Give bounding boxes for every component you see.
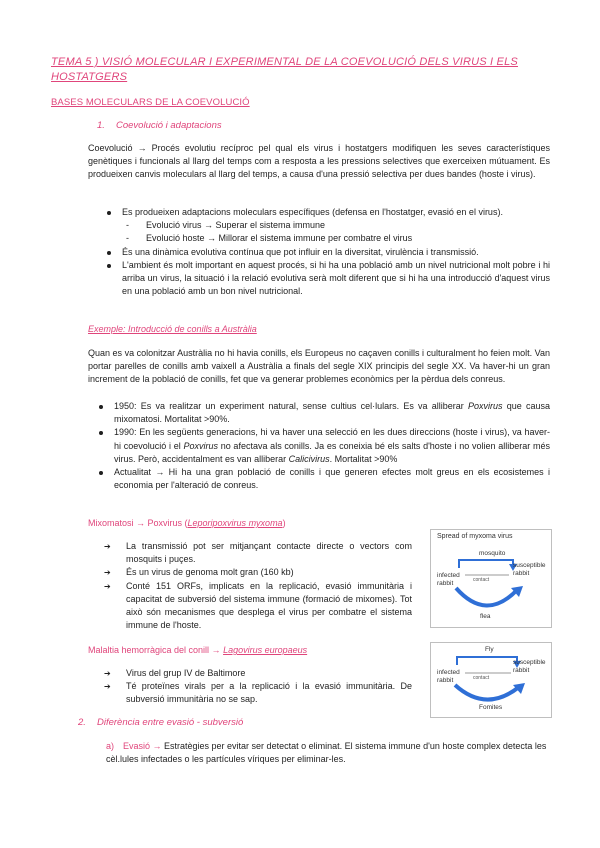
vector-label: flea [480, 613, 491, 620]
bullet-text: . Mortalitat >90% [329, 453, 398, 464]
document-title: TEMA 5 ) VISIÓ MOLECULAR I EXPERIMENTAL DE LA COEVOLUCIÓ DELS VIRUS I ELS HOSTATGERS [51, 56, 518, 83]
bullet-text: Es produeixen adaptacions moleculars específiques (defensa en l'hostatger, evasió en el virus). [122, 207, 503, 217]
bottom-arrow-path [455, 685, 519, 700]
rhd-heading [88, 644, 307, 657]
coevolution-definition: Coevolució → Procés evolutiu recíproc pel qual els virus i hostatgers modifiquen les seves característiques genètiques i funcionals al llarg del temps com a resposta a les pressions selectives que exerceixen mútuament. Es produeixen canvis moleculars al llarg del temps, a causa d'una pressió selectiva per dues bandes (hoste i virus). [88, 143, 550, 180]
myxoma-spread-diagram [430, 529, 552, 628]
item-letter: a) [106, 741, 115, 751]
bullet-text: 1990: En les següents generacions, hi va haver una selecció en les dues direccions (hoste i virus), va haver-hi coevolució i el [114, 427, 550, 451]
list-item: És una dinàmica evolutiva contínua que pot influir en la diversitat, virulència i transmissió. [104, 246, 550, 259]
list-item: Actualitat → Hi ha una gran població de conills i que generen efectes molt greus en els ecosistemes i economia per l'alteració de conreus. [96, 466, 550, 492]
list-item: L'ambient és molt important en aquest procés, si hi ha una població amb un nivel nutricional molt pobre i hi arriba un virus, la situació i la relació evolutiva serà molt diferent que si hi ha una introducció d'aquest virus en una població amb un bon nivel nutricional. [104, 259, 550, 299]
list-item: ➔ Virus del grup IV de Baltimore [104, 667, 412, 680]
section2-heading-text: Diferència entre evasió - subversió [97, 717, 244, 728]
example-bullets [96, 400, 550, 492]
list-item: ➔ Conté 151 ORFs, implicats en la replicació, evasió immunitària i capacitat de subversió del sistema immune (formació de mixomes). Tot això són mecanismes que desplega el virus per combatre el sistema immune de l'hoste. [104, 580, 412, 633]
vector-label: mosquito [479, 550, 506, 557]
virus-name: Poxvirus [468, 401, 503, 411]
heading-text: ) [282, 518, 286, 528]
sub-list-item: - Evolució hoste → Millorar el sistema immune per combatre el virus [122, 232, 550, 245]
susceptible-label: susceptible rabbit [513, 562, 546, 577]
myxomatosis-list [104, 540, 412, 632]
example-paragraph: Quan es va colonitzar Austràlia no hi havia conills, els Europeus no caçaven conills i culturalment ho feien molt. Van portar parelles de conills amb vaixell a Austràlia a finals del segle XIX principis del segle XX. Va haver-hi un gran increment de la població de conills, fet que va generar problemes econòmics per la pèrdua dels conreus. [88, 348, 550, 385]
section-title: BASES MOLECULARS DE LA COEVOLUCIÓ [51, 97, 250, 108]
heading-text: Malaltia hemorràgica del conill → [88, 645, 224, 655]
list-item [96, 426, 550, 466]
list-item: ➔ Té proteïnes virals per a la replicació i la evasió immunitària. De subversió immunitària no se sap. [104, 680, 412, 706]
section2-number: 2. [78, 717, 86, 728]
virus-name: Poxvirus [183, 440, 218, 451]
evasion-text: Estratègies per evitar ser detectat o eliminat. El sistema immune d'un hoste complex detecta les cèl.lules infectades o les partícules víriques per eliminar-les. [106, 741, 547, 765]
infected-label: infected rabbit [437, 572, 460, 587]
bottom-arrow-path [456, 588, 517, 606]
contact-label: contact [473, 675, 490, 681]
infected-label: infected rabbit [437, 669, 460, 684]
sub-list-item: - Evolució virus → Superar el sistema immune [122, 219, 550, 232]
list-item: ➔ És un virus de genoma molt gran (160 kb) [104, 566, 412, 579]
bullet-text: no afectava als conills. Ja es coneixia bé els salts d'hoste i no volien alliberar més virus. Però, accidentalment es van alliberar [114, 440, 550, 464]
top-arrow-path [459, 560, 513, 568]
virus-species: Leporipoxvirus myxoma [187, 518, 283, 528]
vector-label: Fly [485, 646, 494, 653]
section1-heading-text: Coevolució i adaptacions [116, 120, 222, 131]
list-item [96, 400, 550, 426]
section1-number: 1. [97, 120, 105, 131]
virus-species: Lagovirus europaeus [223, 645, 308, 655]
contact-label: contact [473, 577, 490, 583]
section2-heading [78, 717, 243, 728]
rhd-spread-diagram [430, 642, 552, 718]
diagram-title: Spread of myxoma virus [437, 533, 513, 540]
bullet-text: 1950: Es va realitzar un experiment natural, sense cultius cel·lulars. Es va alliberar [114, 401, 468, 411]
myxomatosis-heading [88, 517, 286, 530]
vector-label: Fomites [479, 704, 503, 711]
heading-text: Mixomatosi → Poxvirus ( [88, 518, 188, 528]
list-item [104, 206, 550, 246]
top-arrow-path [457, 657, 517, 665]
virus-name: Calicivirus [288, 453, 330, 464]
susceptible-label: susceptible rabbit [513, 659, 546, 674]
section1-heading [97, 120, 222, 131]
sub-list [122, 219, 550, 245]
evasion-term: Evasió → [123, 741, 162, 751]
bullet-text: que causa mixomatosi. Mortalitat >90%. [114, 401, 550, 425]
evasion-definition [106, 740, 550, 766]
example-heading: Exemple: Introducció de conills a Austràlia [88, 324, 257, 334]
list-item: ➔ La transmissió pot ser mitjançant contacte directe o vectors com mosquits i puçes. [104, 540, 412, 566]
rhd-list [104, 667, 412, 707]
coevolution-bullets [104, 206, 550, 298]
